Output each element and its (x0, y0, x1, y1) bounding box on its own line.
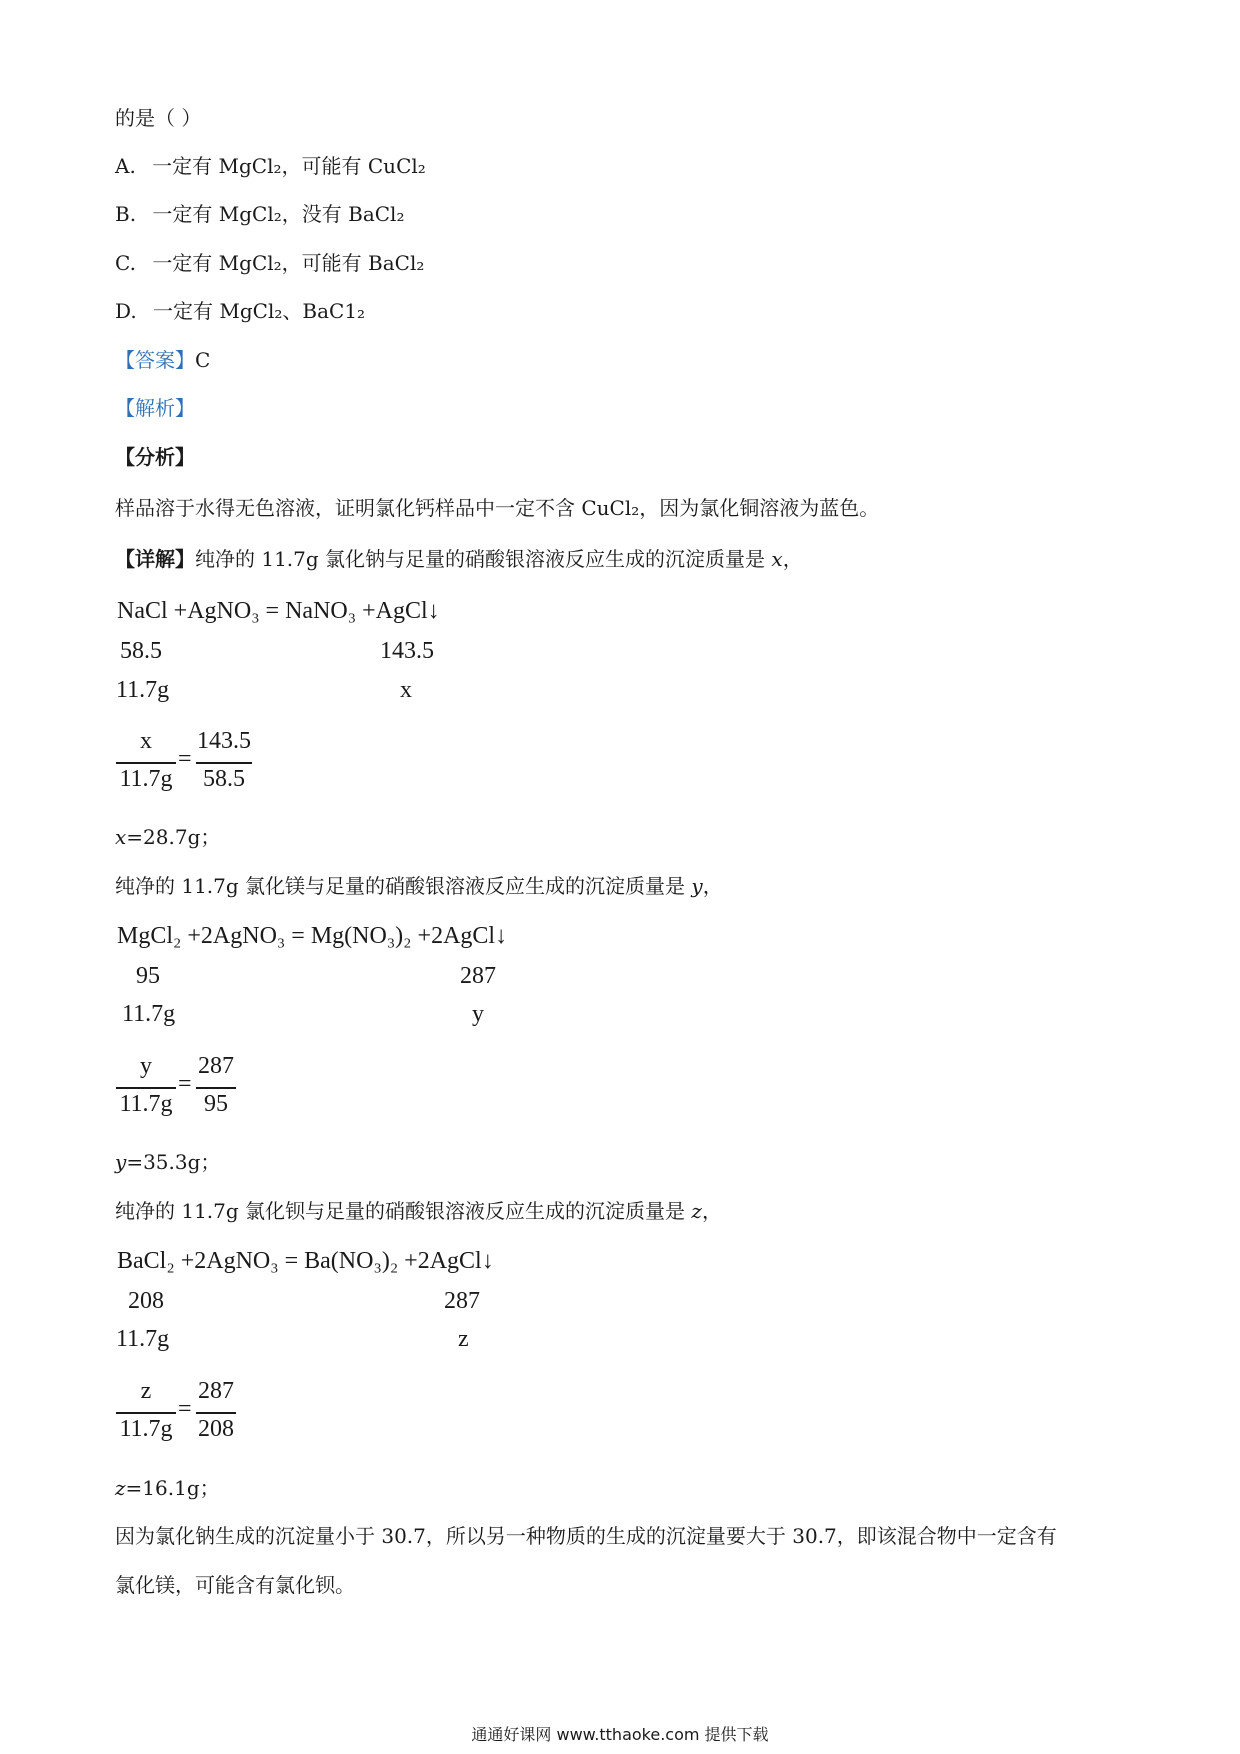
frac-bot-right: 95 (204, 1091, 228, 1117)
question-stem-end: 的是（ ） (115, 106, 202, 130)
option-text: 一定有 MgCl₂、BaC1₂ (153, 299, 366, 323)
fraction-bar (196, 1087, 236, 1089)
bacl2-intro-text: 纯净的 11.7g 氯化钡与足量的硝酸银溶液反应生成的沉淀质量是 (115, 1199, 692, 1223)
frac-top-left: x (140, 728, 152, 754)
option-letter: A. (115, 154, 136, 178)
option-text: 一定有 MgCl₂，可能有 BaCl₂ (152, 251, 425, 275)
fraction-bar (196, 762, 252, 764)
answer-value: C (195, 348, 211, 372)
bacl2-intro-var: z (691, 1199, 702, 1223)
option-text: 一定有 MgCl₂，可能有 CuCl₂ (152, 154, 426, 178)
option-letter: D. (115, 299, 137, 323)
mgcl2-intro-var: y (691, 874, 703, 898)
fraction-bar (116, 1087, 176, 1089)
nacl-proportion (116, 728, 266, 800)
fraction-bar (116, 762, 176, 764)
bacl2-proportion (116, 1378, 266, 1450)
option-a (115, 152, 426, 180)
conclusion-line-2: 氯化镁，可能含有氯化钡。 (115, 1573, 355, 1597)
nacl-mr-right: 143.5 (380, 638, 434, 664)
result-value: =28.7g； (126, 825, 221, 849)
bacl2-mr-right: 287 (444, 1288, 480, 1314)
bacl2-intro-end: ， (701, 1199, 722, 1223)
frac-bot-left: 11.7g (119, 766, 173, 792)
bacl2-result (115, 1474, 220, 1502)
mgcl2-intro (115, 872, 723, 900)
nacl-result (115, 823, 220, 851)
bacl2-mass-left: 11.7g (116, 1326, 170, 1352)
bacl2-mr-left: 208 (128, 1288, 164, 1314)
frac-bot-right: 58.5 (203, 766, 245, 792)
detail-end: ， (782, 547, 803, 571)
nacl-mr-left: 58.5 (120, 638, 162, 664)
fraction-bar (116, 1412, 176, 1414)
frac-bot-left: 11.7g (119, 1416, 173, 1442)
fenxi-text: 样品溶于水得无色溶液，证明氯化钙样品中一定不含 CuCl₂，因为氯化铜溶液为蓝色。 (115, 496, 880, 520)
result-var: x (115, 825, 127, 849)
nacl-equation: NaCl +AgNO₃ = NaNO₃ +AgCl↓ (117, 598, 440, 624)
option-b (115, 200, 404, 228)
result-value: =35.3g； (126, 1150, 221, 1174)
mgcl2-intro-text: 纯净的 11.7g 氯化镁与足量的硝酸银溶液反应生成的沉淀质量是 (115, 874, 692, 898)
result-value: =16.1g； (125, 1476, 220, 1500)
answer-tag: 【答案】 (115, 348, 195, 372)
result-var: z (115, 1476, 126, 1500)
bacl2-intro (115, 1197, 722, 1225)
nacl-mass-left: 11.7g (116, 677, 170, 703)
option-letter: C. (115, 251, 136, 275)
result-var: y (115, 1150, 127, 1174)
equals-sign: = (178, 1071, 192, 1097)
frac-bot-left: 11.7g (119, 1091, 173, 1117)
mgcl2-mr-left: 95 (136, 963, 160, 989)
frac-top-left: y (140, 1053, 152, 1079)
mgcl2-intro-end: ， (702, 874, 723, 898)
analysis-tag: 【解析】 (115, 396, 195, 420)
mgcl2-mr-right: 287 (460, 963, 496, 989)
frac-top-right: 287 (198, 1053, 234, 1079)
option-text: 一定有 MgCl₂，没有 BaCl₂ (152, 202, 405, 226)
fraction-bar (196, 1412, 236, 1414)
frac-top-right: 143.5 (197, 728, 251, 754)
frac-top-left: z (140, 1378, 152, 1404)
equals-sign: = (178, 746, 192, 772)
option-letter: B. (115, 202, 137, 226)
option-d (115, 297, 365, 325)
nacl-mass-right: x (400, 677, 412, 703)
answer-line (115, 346, 210, 374)
conclusion-line-1: 因为氯化钠生成的沉淀量小于 30.7，所以另一种物质的生成的沉淀量要大于 30.7，即该混合物中一定含有 (115, 1524, 1057, 1548)
frac-top-right: 287 (198, 1378, 234, 1404)
equals-sign: = (178, 1396, 192, 1422)
detail-tag: 【详解】 (115, 547, 195, 571)
mgcl2-mass-left: 11.7g (122, 1001, 176, 1027)
mgcl2-mass-right: y (472, 1001, 484, 1027)
detail-intro (115, 545, 803, 573)
mgcl2-proportion (116, 1053, 266, 1125)
detail-intro-text: 纯净的 11.7g 氯化钠与足量的硝酸银溶液反应生成的沉淀质量是 (195, 547, 772, 571)
frac-bot-right: 208 (198, 1416, 234, 1442)
bacl2-equation: BaCl₂ +2AgNO₃ = Ba(NO₃)₂ +2AgCl↓ (117, 1248, 494, 1274)
mgcl2-result (115, 1148, 220, 1176)
page-footer: 通通好课网 www.tthaoke.com 提供下载 (471, 1725, 769, 1744)
option-c (115, 249, 424, 277)
fenxi-tag: 【分析】 (115, 445, 195, 469)
mgcl2-equation: MgCl₂ +2AgNO₃ = Mg(NO₃)₂ +2AgCl↓ (117, 923, 508, 949)
bacl2-mass-right: z (458, 1326, 469, 1352)
detail-var: x (771, 547, 783, 571)
